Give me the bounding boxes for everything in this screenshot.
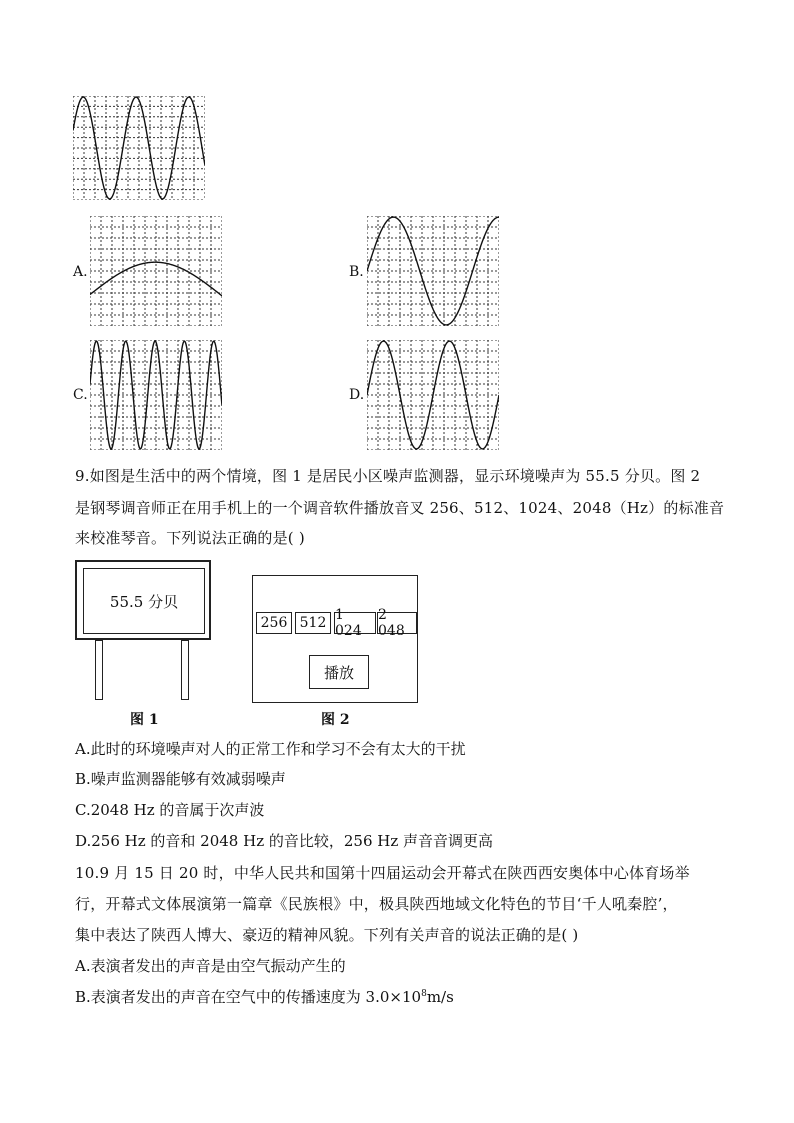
option-c-label: C. [73,387,88,403]
monitor-leg-left [95,640,103,700]
option-a-label: A. [73,264,88,280]
q9-line-2: 是钢琴调音师正在用手机上的一个调音软件播放音叉 256、512、1024、2048（Hz）的标准音 [75,499,725,517]
noise-monitor-frame [75,560,211,640]
q9-choice-b: B.噪声监测器能够有效减弱噪声 [75,770,286,788]
q10-choice-a: A.表演者发出的声音是由空气振动产生的 [75,957,346,975]
freq-box-1024: 1 024 [334,612,376,634]
tuning-app-screen [252,575,418,703]
reference-waveform [73,96,205,200]
q10-line-1: 10.9 月 15 日 20 时，中华人民共和国第十四届运动会开幕式在陕西西安奥体中心体育场举 [75,864,690,882]
noise-monitor-figure [75,560,211,700]
freq-box-256: 256 [256,612,292,634]
monitor-leg-right [181,640,189,700]
waveform-curve [90,262,222,296]
q9-choice-c: C.2048 Hz 的音属于次声波 [75,801,265,819]
option-d-label: D. [349,387,365,403]
option-b-label: B. [349,264,364,280]
play-button: 播放 [309,655,369,689]
q9-line-1: 9.如图是生活中的两个情境，图 1 是居民小区噪声监测器，显示环境噪声为 55.5 分贝。图 2 [75,467,701,485]
noise-monitor-display: 55.5 分贝 [83,568,205,634]
figure-1-caption: 图 1 [130,712,159,728]
q10-choice-b-unit: m/s [426,988,454,1006]
q10-choice-b-exponent: 8 [421,989,427,999]
q9-choice-a: A.此时的环境噪声对人的正常工作和学习不会有太大的干扰 [75,740,466,758]
option-c-waveform [90,340,222,450]
option-d-waveform [367,340,499,450]
freq-box-512: 512 [295,612,331,634]
q10-line-3: 集中表达了陕西人博大、豪迈的精神风貌。下列有关声音的说法正确的是( ) [75,926,579,944]
q9-choice-d: D.256 Hz 的音和 2048 Hz 的音比较，256 Hz 声音音调更高 [75,832,494,850]
freq-box-2048: 2 048 [377,612,417,634]
figure-2-caption: 图 2 [321,712,350,728]
q10-choice-b [75,986,454,1007]
option-a-waveform [90,216,222,326]
q9-line-3: 来校准琴音。下列说法正确的是( ) [75,529,305,547]
q10-choice-b-text: B.表演者发出的声音在空气中的传播速度为 3.0×10 [75,988,422,1006]
option-b-waveform [367,216,499,326]
q10-line-2: 行，开幕式文体展演第一篇章《民族根》中，极具陕西地域文化特色的节目‘千人吼秦腔’， [75,895,678,913]
